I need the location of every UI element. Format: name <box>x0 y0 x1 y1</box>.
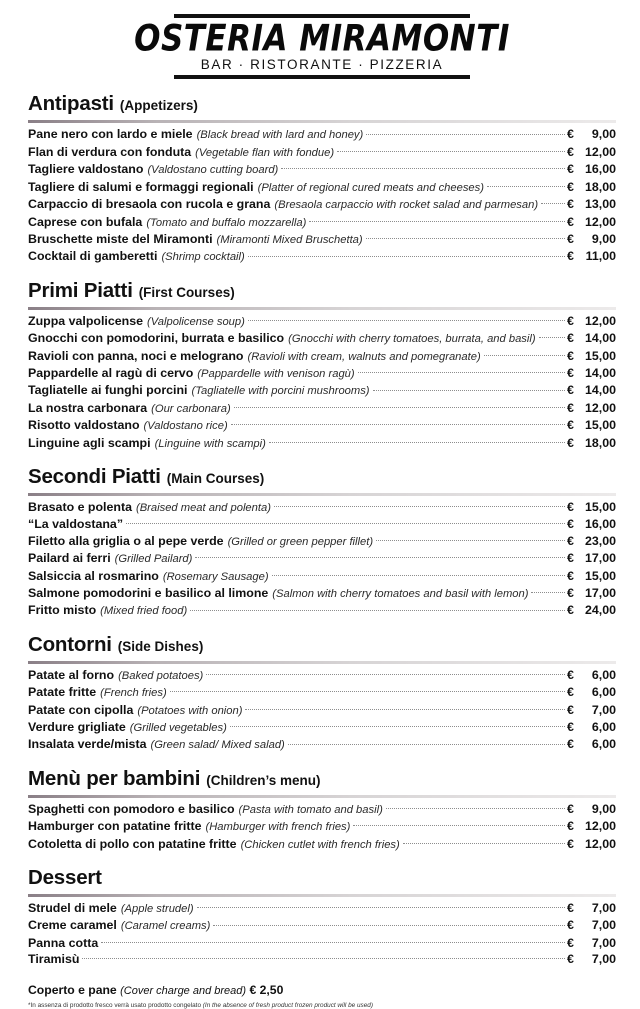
menu-item <box>28 550 616 567</box>
menu-item-translation: (Pasta with tomato and basil) <box>238 803 383 816</box>
menu-item <box>28 818 616 835</box>
dot-leader <box>248 320 565 321</box>
menu-sections <box>28 92 616 967</box>
menu-item-name: Bruschette miste del Miramonti <box>28 231 213 246</box>
section-title: Antipasti <box>28 92 114 116</box>
menu-item-name: Caprese con bufala <box>28 214 143 229</box>
menu-item <box>28 126 616 143</box>
dot-leader <box>274 506 565 507</box>
price-amount: 15,00 <box>584 499 616 514</box>
menu-item <box>28 161 616 178</box>
menu-item <box>28 719 616 736</box>
menu-item-name: Pane nero con lardo e miele <box>28 127 193 142</box>
currency-symbol: € <box>567 249 574 264</box>
menu-item-name: Tagliere di salumi e formaggi regionali <box>28 179 254 194</box>
menu-item-name: Panna cotta <box>28 935 99 950</box>
menu-item <box>28 951 616 967</box>
menu-item-translation: (Baked potatoes) <box>118 669 204 682</box>
menu-item-price <box>567 417 616 433</box>
dot-leader <box>281 168 565 169</box>
menu-item-name: Fritto misto <box>28 603 97 618</box>
price-amount: 14,00 <box>584 383 616 398</box>
currency-symbol: € <box>567 603 574 618</box>
currency-symbol: € <box>567 400 574 415</box>
currency-symbol: € <box>567 819 574 834</box>
menu-item-translation: (Tagliatelle with porcini mushrooms) <box>191 385 370 398</box>
menu-item-name: Spaghetti con pomodoro e basilico <box>28 801 235 816</box>
section-header <box>28 866 616 893</box>
restaurant-logo <box>28 0 616 79</box>
menu-item-price <box>567 568 616 584</box>
price-amount: 7,00 <box>591 952 616 967</box>
price-amount: 24,00 <box>584 603 616 618</box>
currency-symbol: € <box>567 935 574 950</box>
menu-item <box>28 196 616 213</box>
price-amount: 17,00 <box>584 586 616 600</box>
menu-item-translation: (Gnocchi with cherry tomatoes, burrata, and basil) <box>288 333 536 346</box>
menu-item-translation: (Platter of regional cured meats and cheeses) <box>257 181 484 194</box>
menu-item-name: Tagliere valdostano <box>28 162 144 177</box>
dot-leader <box>541 203 565 204</box>
section-divider <box>28 795 616 798</box>
currency-symbol: € <box>567 365 574 380</box>
price-amount: 12,00 <box>584 313 616 328</box>
currency-symbol: € <box>567 586 574 600</box>
menu-item-price <box>567 435 616 451</box>
section-title: Contorni <box>28 632 112 656</box>
price-amount: 11,00 <box>585 249 616 264</box>
section-subtitle: (Children’s menu) <box>206 772 321 788</box>
currency-symbol: € <box>567 901 574 916</box>
dot-leader <box>272 575 565 576</box>
dot-leader <box>403 843 565 844</box>
menu-item-name: Patate al forno <box>28 667 115 682</box>
price-amount: 9,00 <box>591 127 616 142</box>
menu-item-name: Ravioli con panna, noci e melograno <box>28 348 244 363</box>
menu-item-translation: (Grilled or green pepper fillet) <box>227 535 374 548</box>
price-amount: 15,00 <box>584 348 616 363</box>
dot-leader <box>373 390 565 391</box>
currency-symbol: € <box>567 231 574 246</box>
price-amount: 23,00 <box>584 533 616 548</box>
cover-charge-translation: (Cover charge and bread) <box>120 984 247 997</box>
dot-leader <box>248 256 565 257</box>
section-subtitle: (Side Dishes) <box>117 638 204 654</box>
menu-item-price <box>567 951 616 967</box>
price-amount: 12,00 <box>584 819 616 834</box>
currency-symbol: € <box>567 197 574 212</box>
dot-leader <box>170 691 565 692</box>
menu-item <box>28 585 616 602</box>
price-amount: 7,00 <box>591 935 616 950</box>
section-title: Menù per bambini <box>28 766 201 790</box>
menu-item <box>28 248 616 265</box>
currency-symbol: € <box>567 127 574 142</box>
currency-symbol: € <box>567 214 574 229</box>
menu-item-price <box>567 313 616 329</box>
menu-item-name: Salsiccia al rosmarino <box>28 568 159 583</box>
currency-symbol: € <box>567 499 574 514</box>
logo-bottom-rule <box>174 75 470 79</box>
menu-item <box>28 935 616 951</box>
restaurant-name: OSTERIA MIRAMONTI <box>134 17 510 61</box>
dot-leader <box>213 925 565 926</box>
menu-item <box>28 214 616 231</box>
dot-leader <box>487 186 565 187</box>
price-amount: 12,00 <box>584 144 616 159</box>
dot-leader <box>539 337 565 338</box>
price-amount: 9,00 <box>591 231 616 246</box>
menu-item-translation: (Valpolicense soup) <box>147 315 245 328</box>
menu-item-translation: (Chicken cutlet with french fries) <box>240 838 400 851</box>
dot-leader <box>206 674 565 675</box>
menu-item-translation: (Potatoes with onion) <box>137 704 243 717</box>
menu-item-translation: (Apple strudel) <box>120 903 194 916</box>
currency-symbol: € <box>567 383 574 398</box>
dot-leader <box>353 825 565 826</box>
menu-item-price <box>567 935 616 951</box>
menu-item-translation: (French fries) <box>100 687 167 700</box>
menu-item-price <box>567 667 616 683</box>
currency-symbol: € <box>567 952 574 967</box>
menu-item-name: Flan di verdura con fonduta <box>28 144 192 159</box>
menu-item-name: Risotto valdostano <box>28 418 140 433</box>
price-amount: 6,00 <box>591 667 616 682</box>
price-amount: 16,00 <box>584 517 616 532</box>
section-divider <box>28 894 616 897</box>
menu-item-translation: (Linguine with scampi) <box>154 437 266 450</box>
menu-item-price <box>567 917 616 933</box>
price-amount: 6,00 <box>591 685 616 700</box>
menu-item <box>28 144 616 161</box>
menu-item-name: Zuppa valpolicense <box>28 313 143 328</box>
menu-item-name: Strudel di mele <box>28 901 117 916</box>
currency-symbol: € <box>567 144 574 159</box>
menu-item-price <box>567 836 616 852</box>
menu-item-translation: (Pappardelle with venison ragù) <box>197 367 355 380</box>
dot-leader <box>269 442 565 443</box>
menu-item-translation: (Rosemary Sausage) <box>162 570 269 583</box>
section-title: Primi Piatti <box>28 278 133 302</box>
section-subtitle: (Appetizers) <box>119 98 198 114</box>
menu-item-name: Hamburger con patatine fritte <box>28 819 202 834</box>
dot-leader <box>366 134 565 135</box>
currency-symbol: € <box>567 720 574 735</box>
currency-symbol: € <box>567 702 574 717</box>
menu-item <box>28 417 616 434</box>
menu-item-name: Creme caramel <box>28 918 117 933</box>
price-amount: 14,00 <box>584 365 616 380</box>
menu-item-price <box>567 702 616 718</box>
menu-item-price <box>567 818 616 834</box>
menu-item-price <box>567 365 616 381</box>
menu-item <box>28 179 616 196</box>
dot-leader <box>197 907 565 908</box>
menu-item-name: Filetto alla griglia o al pepe verde <box>28 533 224 548</box>
menu-item-name: Tagliatelle ai funghi porcini <box>28 383 188 398</box>
menu-item-translation: (Hamburger with french fries) <box>205 821 351 834</box>
menu-item <box>28 917 616 934</box>
menu-item-price <box>567 231 616 247</box>
menu-item-price <box>567 196 616 212</box>
cover-charge-price: € 2,50 <box>249 982 284 997</box>
currency-symbol: € <box>567 313 574 328</box>
menu-item-translation: (Vegetable flan with fondue) <box>195 146 335 159</box>
dot-leader <box>366 238 565 239</box>
price-amount: 13,00 <box>584 197 616 212</box>
menu-section <box>28 465 616 620</box>
menu-item <box>28 684 616 701</box>
currency-symbol: € <box>567 418 574 433</box>
price-amount: 7,00 <box>591 918 616 933</box>
menu-item-price <box>567 400 616 416</box>
menu-item-price <box>567 499 616 515</box>
currency-symbol: € <box>567 179 574 194</box>
menu-item-name: Gnocchi con pomodorini, burrata e basilico <box>28 331 285 346</box>
menu-item <box>28 435 616 452</box>
currency-symbol: € <box>567 517 574 532</box>
menu-item <box>28 313 616 330</box>
dot-leader <box>484 355 565 356</box>
cover-charge-line <box>28 983 616 997</box>
price-amount: 17,00 <box>584 551 616 566</box>
dot-leader <box>231 424 565 425</box>
price-amount: 18,00 <box>584 435 616 450</box>
menu-section <box>28 767 616 853</box>
menu-item <box>28 348 616 365</box>
disclaimer-english: (In the absence of fresh product frozen product will be used) <box>202 1001 373 1009</box>
menu-item-price <box>567 348 616 364</box>
menu-item-name: Pappardelle al ragù di cervo <box>28 365 194 380</box>
dot-leader <box>386 808 565 809</box>
menu-item <box>28 533 616 550</box>
menu-item-translation: (Black bread with lard and honey) <box>196 129 364 142</box>
menu-item-name: Verdure grigliate <box>28 720 126 735</box>
dot-leader <box>190 610 565 611</box>
menu-item <box>28 801 616 818</box>
menu-item-price <box>567 585 616 601</box>
menu-item <box>28 602 616 619</box>
currency-symbol: € <box>567 685 574 700</box>
dot-leader <box>309 221 565 222</box>
menu-item-name: Pailard ai ferri <box>28 551 111 566</box>
menu-item <box>28 702 616 719</box>
dot-leader <box>101 942 565 943</box>
menu-item-price <box>567 736 616 752</box>
currency-symbol: € <box>567 918 574 933</box>
currency-symbol: € <box>567 836 574 851</box>
menu-item <box>28 365 616 382</box>
menu-item-price <box>567 382 616 398</box>
menu-item-translation: (Ravioli with cream, walnuts and pomegranate) <box>247 350 481 363</box>
frozen-product-disclaimer <box>28 1002 616 1009</box>
menu-item-name: Linguine agli scampi <box>28 435 151 450</box>
menu-item-name: Salmone pomodorini e basilico al limone <box>28 586 269 600</box>
section-divider <box>28 661 616 664</box>
section-header <box>28 279 616 306</box>
menu-item-translation: (Grilled vegetables) <box>129 722 227 735</box>
section-divider <box>28 120 616 123</box>
menu-item-translation: (Bresaola carpaccio with rocket salad and parmesan) <box>274 199 539 212</box>
price-amount: 7,00 <box>591 901 616 916</box>
menu-item <box>28 900 616 917</box>
section-subtitle: (Main Courses) <box>166 470 265 486</box>
dot-leader <box>337 151 565 152</box>
menu-item-price <box>567 602 616 618</box>
dot-leader <box>195 557 565 558</box>
section-title: Dessert <box>28 866 102 890</box>
currency-symbol: € <box>567 533 574 548</box>
menu-item-name: Patate fritte <box>28 685 97 700</box>
menu-item-translation: (Braised meat and polenta) <box>135 501 271 514</box>
menu-item-name: Brasato e polenta <box>28 499 132 514</box>
menu-item-price <box>567 126 616 142</box>
restaurant-tagline: BAR · RISTORANTE · PIZZERIA <box>200 57 444 73</box>
menu-item-translation: (Green salad/ Mixed salad) <box>150 739 285 752</box>
price-amount: 7,00 <box>591 702 616 717</box>
dot-leader <box>245 709 565 710</box>
currency-symbol: € <box>567 568 574 583</box>
section-subtitle: (First Courses) <box>138 284 235 300</box>
menu-item-price <box>567 719 616 735</box>
price-amount: 9,00 <box>591 801 616 816</box>
price-amount: 12,00 <box>584 836 616 851</box>
menu-item-translation: (Tomato and buffalo mozzarella) <box>146 216 307 229</box>
menu-item-translation: (Mixed fried food) <box>100 605 188 618</box>
price-amount: 12,00 <box>584 214 616 229</box>
currency-symbol: € <box>567 435 574 450</box>
menu-item-price <box>567 161 616 177</box>
menu-item-name: Carpaccio di bresaola con rucola e grana <box>28 197 271 212</box>
currency-symbol: € <box>567 667 574 682</box>
menu-item-name: “La valdostana” <box>28 517 124 532</box>
menu-item-name: Patate con cipolla <box>28 702 134 717</box>
menu-footer <box>28 983 616 1009</box>
menu-item <box>28 736 616 753</box>
price-amount: 15,00 <box>584 418 616 433</box>
currency-symbol: € <box>567 551 574 566</box>
menu-item-price <box>567 533 616 549</box>
price-amount: 18,00 <box>584 179 616 194</box>
menu-item <box>28 400 616 417</box>
dot-leader <box>82 958 565 959</box>
dot-leader <box>234 407 565 408</box>
dot-leader <box>230 726 565 727</box>
cover-charge-label: Coperto e pane <box>28 982 117 997</box>
menu-item-price <box>567 684 616 700</box>
menu-section <box>28 866 616 968</box>
menu-item-name: Insalata verde/mista <box>28 737 147 752</box>
menu-item <box>28 382 616 399</box>
menu-item <box>28 330 616 347</box>
menu-item-price <box>567 144 616 160</box>
price-amount: 14,00 <box>584 331 616 346</box>
menu-item-translation: (Salmon with cherry tomatoes and basil with lemon) <box>272 588 529 600</box>
menu-section <box>28 92 616 265</box>
section-title: Secondi Piatti <box>28 464 161 488</box>
dot-leader <box>358 372 565 373</box>
menu-item-translation: (Valdostano cutting board) <box>147 164 279 177</box>
menu-item-price <box>567 550 616 566</box>
section-divider <box>28 307 616 310</box>
price-amount: 16,00 <box>584 162 616 177</box>
menu-item <box>28 231 616 248</box>
currency-symbol: € <box>567 331 574 346</box>
menu-section <box>28 633 616 754</box>
dot-leader <box>531 592 565 593</box>
menu-item <box>28 568 616 585</box>
menu-item-name: La nostra carbonara <box>28 400 148 415</box>
menu-item-price <box>567 801 616 817</box>
menu-item <box>28 516 616 532</box>
menu-item-name: Cotoletta di pollo con patatine fritte <box>28 836 237 851</box>
section-header <box>28 633 616 660</box>
menu-item-name: Tiramisù <box>28 952 80 967</box>
menu-item-translation: (Caramel creams) <box>120 920 211 933</box>
dot-leader <box>376 540 565 541</box>
menu-item-price <box>567 248 616 264</box>
menu-item-price <box>567 900 616 916</box>
menu-section <box>28 279 616 452</box>
menu-item <box>28 667 616 684</box>
menu-item-name: Cocktail di gamberetti <box>28 249 158 264</box>
menu-item <box>28 499 616 516</box>
price-amount: 15,00 <box>584 568 616 583</box>
menu-item-price <box>567 214 616 230</box>
currency-symbol: € <box>567 801 574 816</box>
currency-symbol: € <box>567 737 574 752</box>
menu-item-translation: (Miramonti Mixed Bruschetta) <box>216 233 363 246</box>
menu-item-price <box>567 516 616 532</box>
section-header <box>28 465 616 492</box>
section-header <box>28 92 616 119</box>
dot-leader <box>288 744 565 745</box>
price-amount: 6,00 <box>591 737 616 752</box>
menu-item-translation: (Valdostano rice) <box>143 420 228 433</box>
dot-leader <box>126 523 565 524</box>
menu-item <box>28 836 616 853</box>
section-header <box>28 767 616 794</box>
price-amount: 6,00 <box>591 720 616 735</box>
menu-item-translation: (Shrimp cocktail) <box>161 251 245 264</box>
menu-item-translation: (Grilled Pailard) <box>114 553 193 566</box>
currency-symbol: € <box>567 348 574 363</box>
currency-symbol: € <box>567 162 574 177</box>
section-divider <box>28 493 616 496</box>
price-amount: 12,00 <box>584 400 616 415</box>
menu-item-price <box>567 179 616 195</box>
disclaimer-italian: *In assenza di prodotto fresco verrà usato prodotto congelato <box>28 1001 202 1009</box>
menu-item-translation: (Our carbonara) <box>151 402 231 415</box>
menu-item-price <box>567 330 616 346</box>
